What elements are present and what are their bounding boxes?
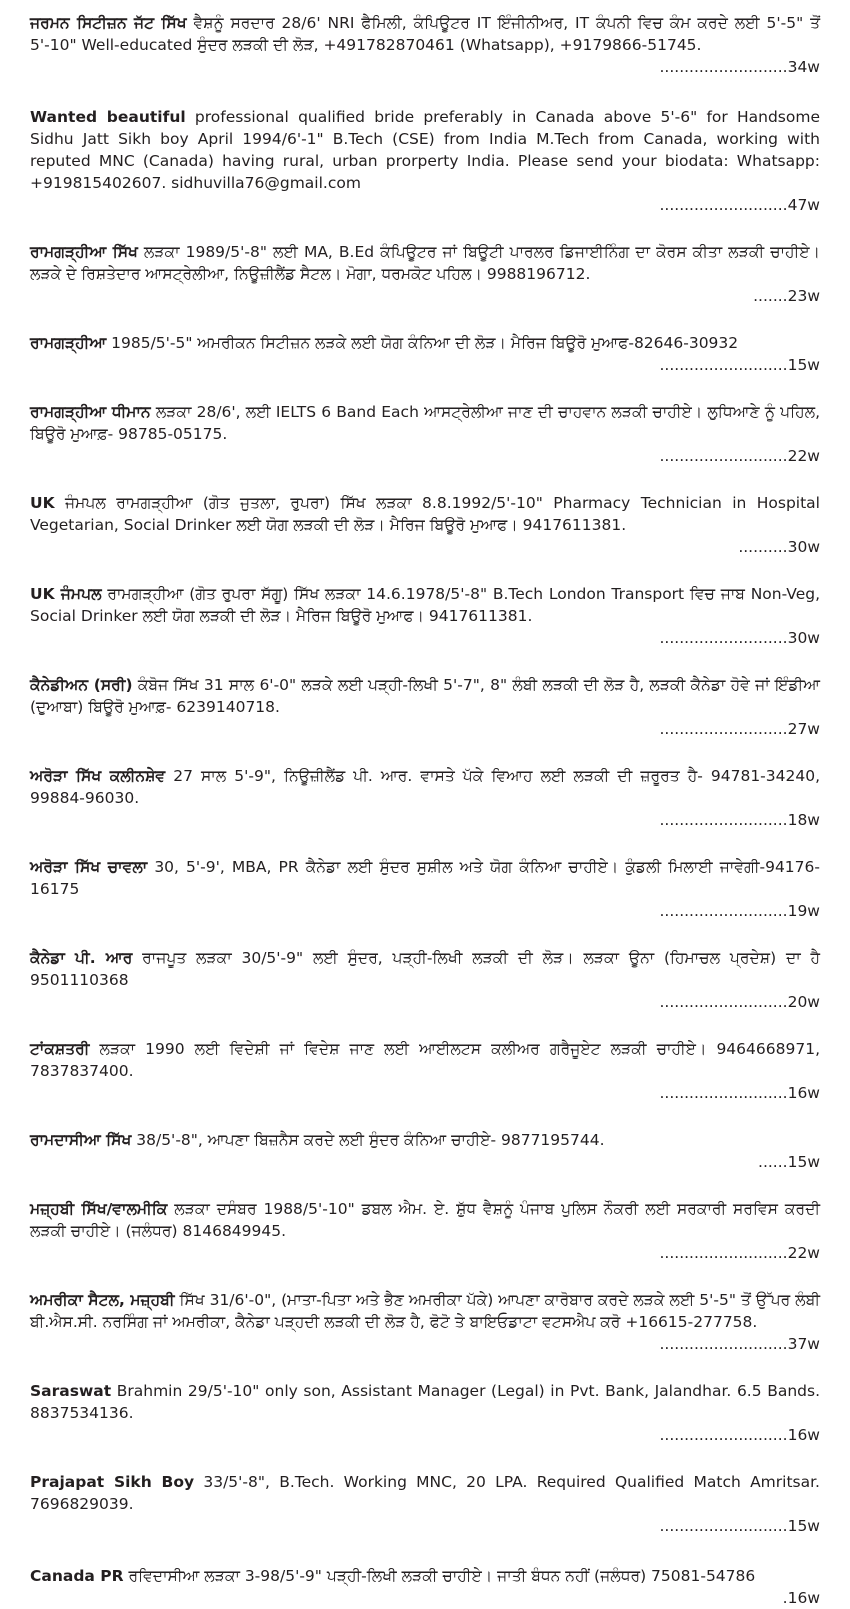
- ad-lead: ਜਰਮਨ ਸਿਟੀਜ਼ਨ ਜੱਟ ਸਿੱਖ: [30, 14, 187, 32]
- ad-12: [30, 1038, 820, 1104]
- ad-13: [30, 1129, 820, 1173]
- spacer: [30, 216, 820, 241]
- ad-text: ਕੰਬੋਜ ਸਿੱਖ 31 ਸਾਲ 6'-0" ਲੜਕੇ ਲਈ ਪੜ੍ਹੀ-ਲਿਖੀ 5'-7", 8" ਲੰਬੀ ਲੜਕੀ ਦੀ ਲੋੜ ਹੈ, ਲੜਕੀ ਕੈਨੇਡਾ ਹੋਵੇ ਜਾਂ ਇੰਡੀਆ (ਦੁਆਬਾ) ਬਿਊਰੋ ਮੁਆਫ਼- 6239140718.: [30, 676, 820, 716]
- ad-text: 30, 5'-9', MBA, PR ਕੈਨੇਡਾ ਲਈ ਸੁੰਦਰ ਸੁਸ਼ੀਲ ਅਤੇ ਯੋਗ ਕੰਨਿਆ ਚਾਹੀਏ। ਕੁੰਡਲੀ ਮਿਲਾਈ ਜਾਵੇਗੀ-94176-16175: [30, 858, 820, 898]
- ad-rate: ..........................15w: [659, 1517, 820, 1535]
- ad-rate: ..........................22w: [659, 447, 820, 465]
- ad-lead: UK: [30, 494, 55, 512]
- ad-text: ਲੜਕਾ ਦਸੰਬਰ 1988/5'-10" ਡਬਲ ਐਮ. ਏ. ਸ਼ੁੱਧ ਵੈਸ਼ਨੂੰ ਪੰਜਾਬ ਪੁਲਿਸ ਨੌਕਰੀ ਲਈ ਸਰਕਾਰੀ ਸਰਵਿਸ ਕਰਦੀ ਲੜਕੀ ਚਾਹੀਏ। (ਜਲੰਧਰ) 8146849945.: [30, 1200, 820, 1240]
- ad-lead: ਰਾਮਗੜ੍ਹੀਆ ਸਿੱਖ: [30, 243, 138, 261]
- spacer: [30, 1173, 820, 1198]
- ad-rate: ..........................30w: [659, 629, 820, 647]
- ad-rate: ..........................22w: [659, 1244, 820, 1262]
- ad-rate: ..........................34w: [659, 58, 820, 76]
- ad-text: 1985/5'-5" ਅਮਰੀਕਨ ਸਿਟੀਜ਼ਨ ਲੜਕੇ ਲਈ ਯੋਗ ਕੰਨਿਆ ਦੀ ਲੋੜ। ਮੈਰਿਜ ਬਿਊਰੋ ਮੁਆਫ-82646-30932: [106, 334, 739, 352]
- ad-2: [30, 106, 820, 216]
- ad-lead: ਮਜ਼੍ਹਬੀ ਸਿੱਖ/ਵਾਲਮੀਕਿ: [30, 1200, 168, 1218]
- ad-rate: ..........................27w: [659, 720, 820, 738]
- ad-1: [30, 12, 820, 78]
- spacer: [30, 1013, 820, 1038]
- ad-lead: Saraswat: [30, 1382, 112, 1400]
- ad-rate: ..........................20w: [659, 993, 820, 1011]
- ad-4: [30, 332, 820, 376]
- ad-3: [30, 241, 820, 307]
- spacer: [30, 376, 820, 401]
- ad-lead: ਅਰੋੜਾ ਸਿੱਖ ਚਾਵਲਾ: [30, 858, 148, 876]
- ad-6: [30, 492, 820, 558]
- ad-text: ਜੰਮਪਲ ਰਾਮਗੜ੍ਹੀਆ (ਗੋਤ ਜੁਤਲਾ, ਰੁਪਰਾ) ਸਿੱਖ ਲੜਕਾ 8.8.1992/5'-10" Pharmacy Technician in Hospital Vegetarian, Social Drinker ਲਈ ਯੋਗ ਲੜਕੀ ਦੀ ਲੋੜ। ਮੈਰਿਜ ਬਿਊਰੋ ਮੁਆਫ। 9417611381.: [30, 494, 820, 534]
- ad-10: [30, 856, 820, 922]
- ad-rate: ..........................15w: [659, 356, 820, 374]
- ad-text: ਲੜਕਾ 1990 ਲਈ ਵਿਦੇਸ਼ੀ ਜਾਂ ਵਿਦੇਸ਼ ਜਾਣ ਲਈ ਆਈਲਟਸ ਕਲੀਅਰ ਗਰੈਜੂਏਟ ਲੜਕੀ ਚਾਹੀਏ। 9464668971, 7837837400.: [30, 1040, 820, 1080]
- ad-16: [30, 1380, 820, 1446]
- ad-8: [30, 674, 820, 740]
- ad-lead: ਰਾਮਗੜ੍ਹੀਆ ਧੀਮਾਨ: [30, 403, 151, 421]
- spacer: [30, 307, 820, 332]
- ad-lead: ਕੈਨੇਡੀਅਨ (ਸਰੀ): [30, 676, 133, 694]
- ad-lead: ਅਮਰੀਕਾ ਸੈਟਲ, ਮਜ਼੍ਹਬੀ: [30, 1291, 175, 1309]
- ad-rate: ..........................16w: [659, 1084, 820, 1102]
- ad-text: ਰਾਮਗੜ੍ਹੀਆ (ਗੋਤ ਰੁਪਰਾ ਸੱਗੂ) ਸਿੱਖ ਲੜਕਾ 14.6.1978/5'-8" B.Tech London Transport ਵਿਚ ਜਾਬ Non-Veg, Social Drinker ਲਈ ਯੋਗ ਲੜਕੀ ਦੀ ਲੋੜ। ਮੈਰਿਜ ਬਿਊਰੋ ਮੁਆਫ। 9417611381.: [30, 585, 820, 625]
- spacer: [30, 1264, 820, 1289]
- ad-7: [30, 583, 820, 649]
- ad-text: ਰਵਿਦਾਸੀਆ ਲੜਕਾ 3-98/5'-9" ਪੜ੍ਹੀ-ਲਿਖੀ ਲੜਕੀ ਚਾਹੀਏ। ਜਾਤੀ ਬੰਧਨ ਨਹੀਂ (ਜਲੰਧਰ) 75081-54786: [123, 1567, 756, 1585]
- ad-lead: Canada PR: [30, 1567, 124, 1585]
- ad-lead: ਰਾਮਗੜ੍ਹੀਆ: [30, 334, 107, 352]
- ad-text: ਲੜਕਾ 1989/5'-8" ਲਈ MA, B.Ed ਕੰਪਿਊਟਰ ਜਾਂ ਬਿਊਟੀ ਪਾਰਲਰ ਡਿਜਾਈਨਿੰਗ ਦਾ ਕੋਰਸ ਕੀਤਾ ਲੜਕੀ ਚਾਹੀਏ। ਲੜਕੇ ਦੇ ਰਿਸ਼ਤੇਦਾਰ ਆਸਟ੍ਰੇਲੀਆ, ਨਿਊਜ਼ੀਲੈਂਡ ਸੈਟਲ। ਮੋਗਾ, ਧਰਮਕੋਟ ਪਹਿਲ। 9988196712.: [30, 243, 820, 283]
- ad-rate: ..........................18w: [659, 811, 820, 829]
- ad-11: [30, 947, 820, 1013]
- ad-17: [30, 1471, 820, 1537]
- classified-ads-column: [30, 12, 820, 1609]
- ad-rate: ......15w: [758, 1153, 820, 1171]
- spacer: [30, 1104, 820, 1129]
- ad-lead: Wanted beautiful: [30, 108, 186, 126]
- ad-rate: ..........................37w: [659, 1335, 820, 1353]
- spacer: [30, 558, 820, 583]
- ad-lead: Prajapat Sikh Boy: [30, 1473, 195, 1491]
- ad-text: professional qualified bride preferably in Canada above 5'-6" for Handsome Sidhu Jatt Sikh boy April 1994/6'-1" B.Tech (CSE) from India M.Tech from Canada, working with reputed MNC (Canada) having rural, urban prorperty India. Please send your biodata: Whatsapp: +919815402607. sidhuvilla76@gmail.com: [30, 108, 821, 192]
- ad-lead: UK ਜੰਮਪਲ: [30, 585, 102, 603]
- spacer: [30, 467, 820, 492]
- spacer: [30, 1537, 820, 1565]
- spacer: [30, 740, 820, 765]
- ad-5: [30, 401, 820, 467]
- ad-lead: ਕੈਨੇਡਾ ਪੀ. ਆਰ: [30, 949, 133, 967]
- ad-lead: ਰਾਮਦਾਸੀਆ ਸਿੱਖ: [30, 1131, 132, 1149]
- spacer: [30, 1355, 820, 1380]
- ad-rate: ..........................19w: [659, 902, 820, 920]
- ad-text: Brahmin 29/5'-10" only son, Assistant Manager (Legal) in Pvt. Bank, Jalandhar. 6.5 Bands. 8837534136.: [30, 1382, 820, 1422]
- ad-14: [30, 1198, 820, 1264]
- ad-text: ਵੈਸ਼ਨੂੰ ਸਰਦਾਰ 28/6' NRI ਫੈਮਿਲੀ, ਕੰਪਿਊਟਰ IT ਇੰਜੀਨੀਅਰ, IT ਕੰਪਨੀ ਵਿਚ ਕੰਮ ਕਰਦੇ ਲਈ 5'-5" ਤੋਂ 5'-10" Well-educated ਸੁੰਦਰ ਲੜਕੀ ਦੀ ਲੋੜ, +491782870461 (Whatsapp), +9179866-51745.: [30, 14, 821, 54]
- ad-text: ਰਾਜਪੂਤ ਲੜਕਾ 30/5'-9" ਲਈ ਸੁੰਦਰ, ਪੜ੍ਹੀ-ਲਿਖੀ ਲੜਕੀ ਦੀ ਲੋੜ। ਲੜਕਾ ਊਨਾ (ਹਿਮਾਚਲ ਪ੍ਰਦੇਸ਼) ਦਾ ਹੈ 9501110368: [30, 949, 820, 989]
- ad-rate: ..........................16w: [659, 1426, 820, 1444]
- ad-text: 38/5'-8", ਆਪਣਾ ਬਿਜ਼ਨੈਸ ਕਰਦੇ ਲਈ ਸੁੰਦਰ ਕੰਨਿਆ ਚਾਹੀਏ- 9877195744.: [131, 1131, 605, 1149]
- spacer: [30, 922, 820, 947]
- spacer: [30, 78, 820, 106]
- ad-rate: ..........30w: [738, 538, 820, 556]
- ad-text: ਸਿੱਖ 31/6'-0", (ਮਾਤਾ-ਪਿਤਾ ਅਤੇ ਭੈਣ ਅਮਰੀਕਾ ਪੱਕੇ) ਆਪਣਾ ਕਾਰੋਬਾਰ ਕਰਦੇ ਲੜਕੇ ਲਈ 5'-5" ਤੋਂ ਉੱਪਰ ਲੰਬੀ ਬੀ.ਐਸ.ਸੀ. ਨਰਸਿੰਗ ਜਾਂ ਅਮਰੀਕਾ, ਕੈਨੇਡਾ ਪੜ੍ਹਦੀ ਲੜਕੀ ਦੀ ਲੋੜ ਹੈ, ਫੋਟੋ ਤੇ ਬਾਇਓਡਾਟਾ ਵਟਸਐਪ ਕਰੋ +16615-277758.: [30, 1291, 820, 1331]
- ad-rate: ..........................47w: [659, 196, 820, 214]
- ad-rate: .......23w: [753, 287, 820, 305]
- ad-9: [30, 765, 820, 831]
- spacer: [30, 1446, 820, 1471]
- ad-lead: ਅਰੋੜਾ ਸਿੱਖ ਕਲੀਨਸ਼ੇਵ: [30, 767, 166, 785]
- ad-text: 27 ਸਾਲ 5'-9", ਨਿਊਜ਼ੀਲੈਂਡ ਪੀ. ਆਰ. ਵਾਸਤੇ ਪੱਕੇ ਵਿਆਹ ਲਈ ਲੜਕੀ ਦੀ ਜ਼ਰੂਰਤ ਹੈ- 94781-34240, 99884-96030.: [30, 767, 821, 807]
- spacer: [30, 649, 820, 674]
- ad-text: 33/5'-8", B.Tech. Working MNC, 20 LPA. Required Qualified Match Amritsar. 7696829039.: [30, 1473, 820, 1513]
- ad-18: [30, 1565, 820, 1609]
- ad-lead: ਟਾਂਕਸ਼ਤਰੀ: [30, 1040, 90, 1058]
- spacer: [30, 831, 820, 856]
- ad-rate: .16w: [782, 1589, 820, 1607]
- ad-text: ਲੜਕਾ 28/6', ਲਈ IELTS 6 Band Each ਆਸਟ੍ਰੇਲੀਆ ਜਾਣ ਦੀ ਚਾਹਵਾਨ ਲੜਕੀ ਚਾਹੀਏ। ਲੁਧਿਆਣੇ ਨੂੰ ਪਹਿਲ, ਬਿਊਰੋ ਮੁਆਫ਼- 98785-05175.: [30, 403, 820, 443]
- ad-15: [30, 1289, 820, 1355]
